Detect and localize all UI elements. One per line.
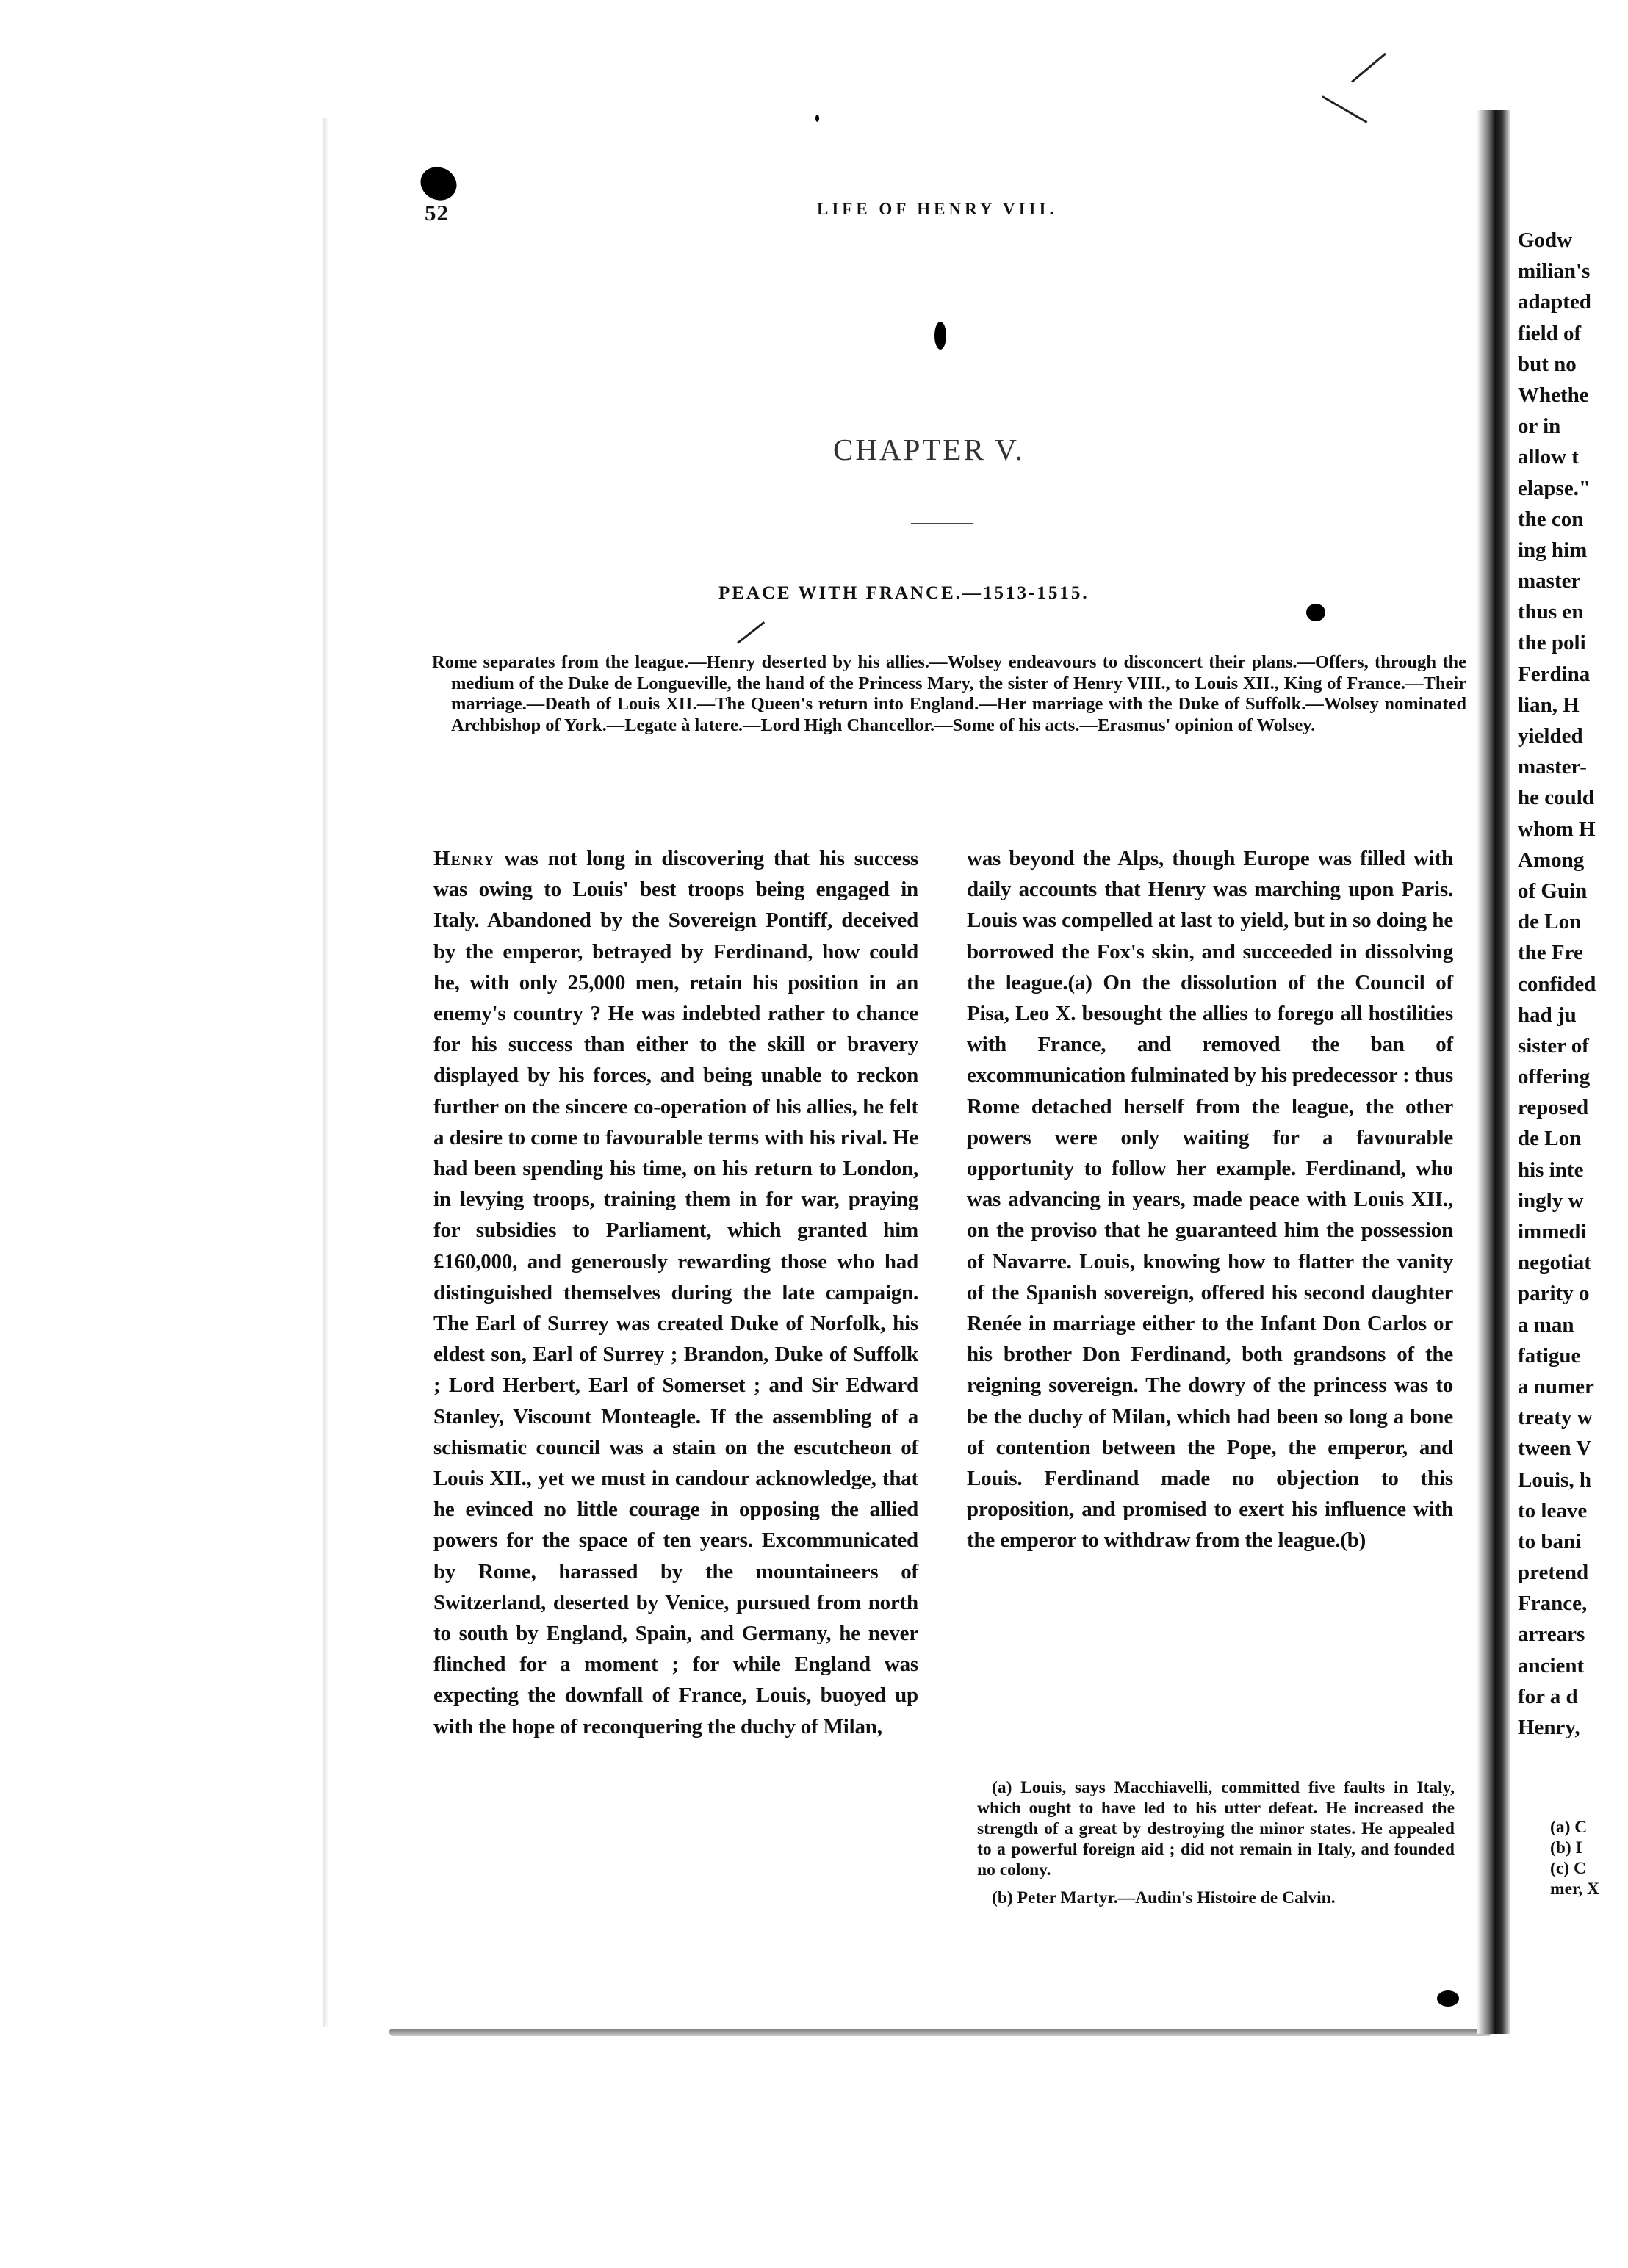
facing-page-line: of Guin xyxy=(1518,878,1588,903)
facing-page-line: but no xyxy=(1518,352,1577,376)
facing-page-line: Ferdina xyxy=(1518,662,1591,686)
ink-blot xyxy=(1306,604,1325,621)
facing-page-line: to bani xyxy=(1518,1529,1582,1553)
body-column-left xyxy=(433,843,918,1742)
facing-page-line: immedi xyxy=(1518,1220,1587,1243)
facing-page-line: sister of xyxy=(1518,1033,1589,1058)
body-column-right xyxy=(967,843,1453,1556)
ink-blot xyxy=(934,322,946,350)
ink-blot xyxy=(1437,1990,1459,2007)
facing-page-line: the poli xyxy=(1518,631,1586,655)
facing-page-line: Louis, h xyxy=(1518,1467,1591,1492)
facing-page-line: whom H xyxy=(1518,817,1596,841)
facing-page-line: lian, H xyxy=(1518,693,1580,717)
pen-mark xyxy=(1351,53,1386,83)
chapter-subtitle: PEACE WITH FRANCE.—1513-1515. xyxy=(718,583,1089,603)
facing-page-line: the con xyxy=(1518,507,1584,531)
page-left-edge xyxy=(323,118,328,2027)
facing-page-line: yielded xyxy=(1518,724,1583,748)
facing-page-line: allow t xyxy=(1518,445,1579,469)
facing-page-note: (c) C xyxy=(1550,1859,1586,1878)
facing-page-line: de Lon xyxy=(1518,1127,1582,1151)
page-number: 52 xyxy=(425,200,449,225)
facing-page-line: his inte xyxy=(1518,1158,1584,1182)
footnote-b: (b) Peter Martyr.—Audin's Histoire de Calvin. xyxy=(992,1888,1336,1907)
ink-blot xyxy=(815,115,819,122)
facing-page-line: tween V xyxy=(1518,1437,1592,1461)
facing-page-line: France, xyxy=(1518,1592,1588,1616)
facing-page-line: adapted xyxy=(1518,290,1591,314)
facing-page-line: had ju xyxy=(1518,1003,1577,1027)
facing-page-note: (b) I xyxy=(1550,1838,1582,1857)
facing-page-note: mer, X xyxy=(1550,1879,1600,1899)
facing-page-line: ingly w xyxy=(1518,1188,1584,1213)
facing-page-line: treaty w xyxy=(1518,1406,1593,1430)
facing-page-line: field of xyxy=(1518,321,1582,345)
pen-mark xyxy=(737,621,765,644)
facing-page-line: parity o xyxy=(1518,1282,1590,1306)
facing-page-line: Among xyxy=(1518,848,1585,872)
book-gutter-shadow xyxy=(1477,110,1510,2034)
facing-page-line: elapse." xyxy=(1518,476,1591,500)
facing-page-line: negotiat xyxy=(1518,1251,1591,1275)
facing-page-line: ancient xyxy=(1518,1653,1585,1677)
running-title: LIFE OF HENRY VIII. xyxy=(817,200,1058,218)
facing-page-note: (a) C xyxy=(1550,1818,1588,1837)
chapter-synopsis: Rome separates from the league.—Henry deserted by his allies.—Wolsey endeavours to disconcert their plans.—Offers, through the medium of the Duke de Longueville, the hand of the Princess Mary, the sister of Henry VIII., to Louis XII., King of France.—Their marriage.—Death of Louis XII.—The Queen's return into England.—Her marriage with the Duke of Suffolk.—Wolsey nominated Archbishop of York.—Legate à latere.—Lord High Chancellor.—Some of his acts.—Erasmus' opinion of Wolsey. xyxy=(432,652,1466,735)
facing-page-line: milian's xyxy=(1518,259,1591,284)
facing-page-line: ing him xyxy=(1518,538,1588,562)
chapter-title: CHAPTER V. xyxy=(833,433,1025,466)
facing-page-line: he could xyxy=(1518,786,1594,810)
facing-page-line: master- xyxy=(1518,755,1587,779)
facing-page-line: thus en xyxy=(1518,600,1584,624)
facing-page-line: master xyxy=(1518,569,1581,593)
facing-page-line: fatigue xyxy=(1518,1343,1581,1368)
facing-page-line: to leave xyxy=(1518,1498,1588,1523)
facing-page-line: or in xyxy=(1518,414,1561,438)
right-column-text: was beyond the Alps, though Europe was filled with daily accounts that Henry was marching upon Paris. Louis was compelled at last to yield, but in so doing he borrowed the Fox's skin, and succeeded in dissolving the league.(a) On the dissolution of the Council of Pisa, Leo X. besought the allies to forego all hostilities with France, and removed the ban of excommunication fulminated by his predecessor : thus Rome detached herself from the league, the other powers were only waiting for a favourable opportunity to follow her example. Ferdinand, who was advancing in years, made peace with Louis XII., on the proviso that he guaranteed him the possession of Navarre. Louis, knowing how to flatter the vanity of the Spanish sovereign, offered his second daughter Renée in marriage either to the Infant Don Carlos or his brother Don Ferdinand, both grandsons of the reigning sovereign. The dowry of the princess was to be the duchy of Milan, which had been so long a bone of contention between the Pope, the emperor, and Louis. Ferdinand made no objection to this proposition, and promised to exert his influence with the emperor to withdraw from the league.(b) xyxy=(967,847,1453,1553)
facing-page-line: a numer xyxy=(1518,1374,1594,1398)
facing-page-line: a man xyxy=(1518,1312,1574,1337)
facing-page-line: Godw xyxy=(1518,228,1573,252)
facing-page-line: Whethe xyxy=(1518,383,1589,407)
facing-page-line: offering xyxy=(1518,1065,1591,1089)
facing-page-line: arrears xyxy=(1518,1622,1585,1647)
facing-page-text xyxy=(1518,225,1628,1743)
facing-page-line: pretend xyxy=(1518,1561,1589,1585)
page-bottom-edge xyxy=(389,2029,1491,2036)
facing-page-line: reposed xyxy=(1518,1096,1589,1120)
facing-page-line: confided xyxy=(1518,972,1596,996)
facing-page-notes xyxy=(1550,1817,1628,1899)
facing-page-line: de Lon xyxy=(1518,910,1582,934)
footnote-a: (a) Louis, says Macchiavelli, committed five faults in Italy, which ought to have led to his utter defeat. He increased the strength of a great by destroying the minor states. He appealed to a powerful foreign aid ; did not remain in Italy, and founded no colony. xyxy=(977,1778,1455,1879)
pen-mark xyxy=(1322,95,1367,123)
footnotes xyxy=(977,1777,1455,1915)
facing-page-line: the Fre xyxy=(1518,941,1583,965)
facing-page-line: for a d xyxy=(1518,1684,1578,1708)
body-paragraph xyxy=(433,843,918,1742)
facing-page-line: Henry, xyxy=(1518,1716,1580,1739)
lead-word: Henry xyxy=(433,847,495,870)
chapter-divider xyxy=(911,523,973,524)
left-column-text: was not long in discovering that his success was owing to Louis' best troops being engaged in Italy. Abandoned by the Sovereign Pontiff, deceived by the emperor, betrayed by Ferdinand, how could he, with only 25,000 men, retain his position in an enemy's country ? He was indebted rather to chance for his success than either to the skill or bravery displayed by his forces, and being unable to reckon further on the sincere co-operation of his allies, he felt a desire to come to favourable terms with his rival. He had been spending his time, on his return to London, in levying troops, training them in for war, praying for subsidies to Parliament, which granted him £160,000, and generously rewarding those who had distinguished themselves during the late campaign. The Earl of Surrey was created Duke of Norfolk, his eldest son, Earl of Surrey ; Brandon, Duke of Suffolk ; Lord Herbert, Earl of Somerset ; and Sir Edward Stanley, Viscount Monteagle. If the assembling of a schismatic council was a stain on the escutcheon of Louis XII., yet we must in candour acknowledge, that he evinced no little courage in opposing the allied powers for the space of ten years. Excommunicated by Rome, harassed by the mountaineers of Switzerland, deserted by Venice, pursued from north to south by England, Spain, and Germany, he never flinched for a moment ; for while England was expecting the downfall of France, Louis, buoyed up with the hope of reconquering the duchy of Milan, xyxy=(433,847,918,1738)
